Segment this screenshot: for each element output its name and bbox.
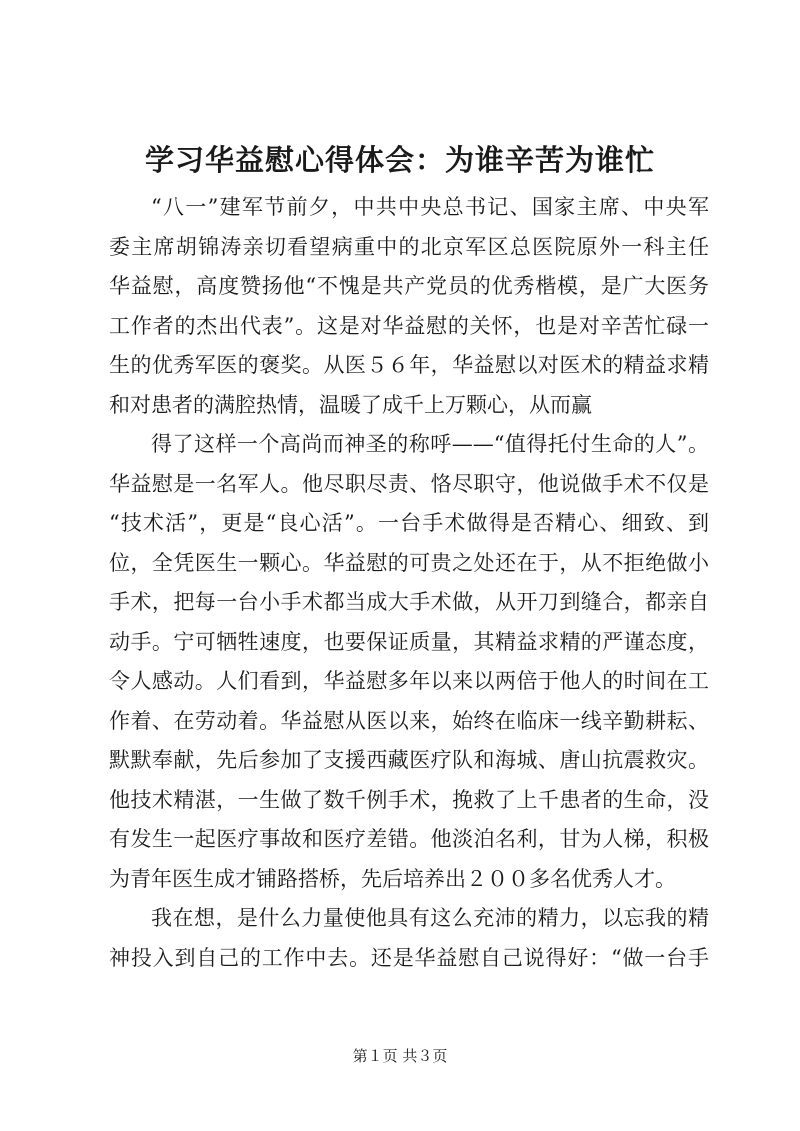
- text-line: 作着、在劳动着。华益慰从医以来，始终在临床一线辛勤耕耘、: [109, 708, 709, 733]
- text-line: 委主席胡锦涛亲切看望病重中的北京军区总医院原外一科主任: [109, 234, 709, 259]
- text-line: 手术，把每一台小手术都当成大手术做，从开刀到缝合，都亲自: [109, 590, 709, 614]
- document-title: 学习华益慰心得体会：为谁辛苦为谁忙: [144, 143, 655, 177]
- text-line: 为青年医生成才铺路搭桥，先后培养出２００多名优秀人才。: [109, 866, 676, 891]
- text-line: 生的优秀军医的褒奖。从医５６年，华益慰以对医术的精益求精: [109, 353, 709, 377]
- text-line: 华益慰是一名军人。他尽职尽责、恪尽职守，他说做手术不仅是: [109, 471, 709, 496]
- text-line: 动手。宁可牺牲速度，也要保证质量，其精益求精的严谨态度，: [109, 629, 709, 654]
- text-line: 位，全凭医生一颗心。华益慰的可贵之处还在于，从不拒绝做小: [109, 550, 709, 575]
- text-line: 默默奉献，先后参加了支援西藏医疗队和海城、唐山抗震救灾。: [109, 748, 709, 772]
- text-line: 有发生一起医疗事故和医疗差错。他淡泊名利，甘为人梯，积极: [109, 827, 709, 851]
- text-line: 华益慰，高度赞扬他“不愧是共产党员的优秀楷模，是广大医务: [109, 274, 709, 298]
- text-line: 他技术精湛，一生做了数千例手术，挽救了上千患者的生命，没: [109, 787, 709, 812]
- text-line: 工作者的杰出代表”。这是对华益慰的关怀，也是对辛苦忙碌一: [109, 313, 709, 338]
- text-line: 令人感动。人们看到，华益慰多年以来以两倍于他人的时间在工: [109, 669, 709, 693]
- text-line: 和对患者的满腔热情，温暖了成千上万颗心，从而赢: [109, 392, 592, 417]
- page-footer: 第１页 共３页: [352, 1047, 448, 1065]
- text-line: “技术活”，更是“良心活”。一台手术做得是否精心、细致、到: [109, 511, 709, 535]
- text-line: 得了这样一个高尚而神圣的称呼——“值得托付生命的人”。: [151, 432, 709, 456]
- text-line: 神投入到自己的工作中去。还是华益慰自己说得好：“做一台手: [109, 945, 709, 970]
- text-line: 我在想，是什么力量使他具有这么充沛的精力，以忘我的精: [151, 906, 709, 930]
- text-line: “八一”建军节前夕，中共中央总书记、国家主席、中央军: [151, 195, 709, 219]
